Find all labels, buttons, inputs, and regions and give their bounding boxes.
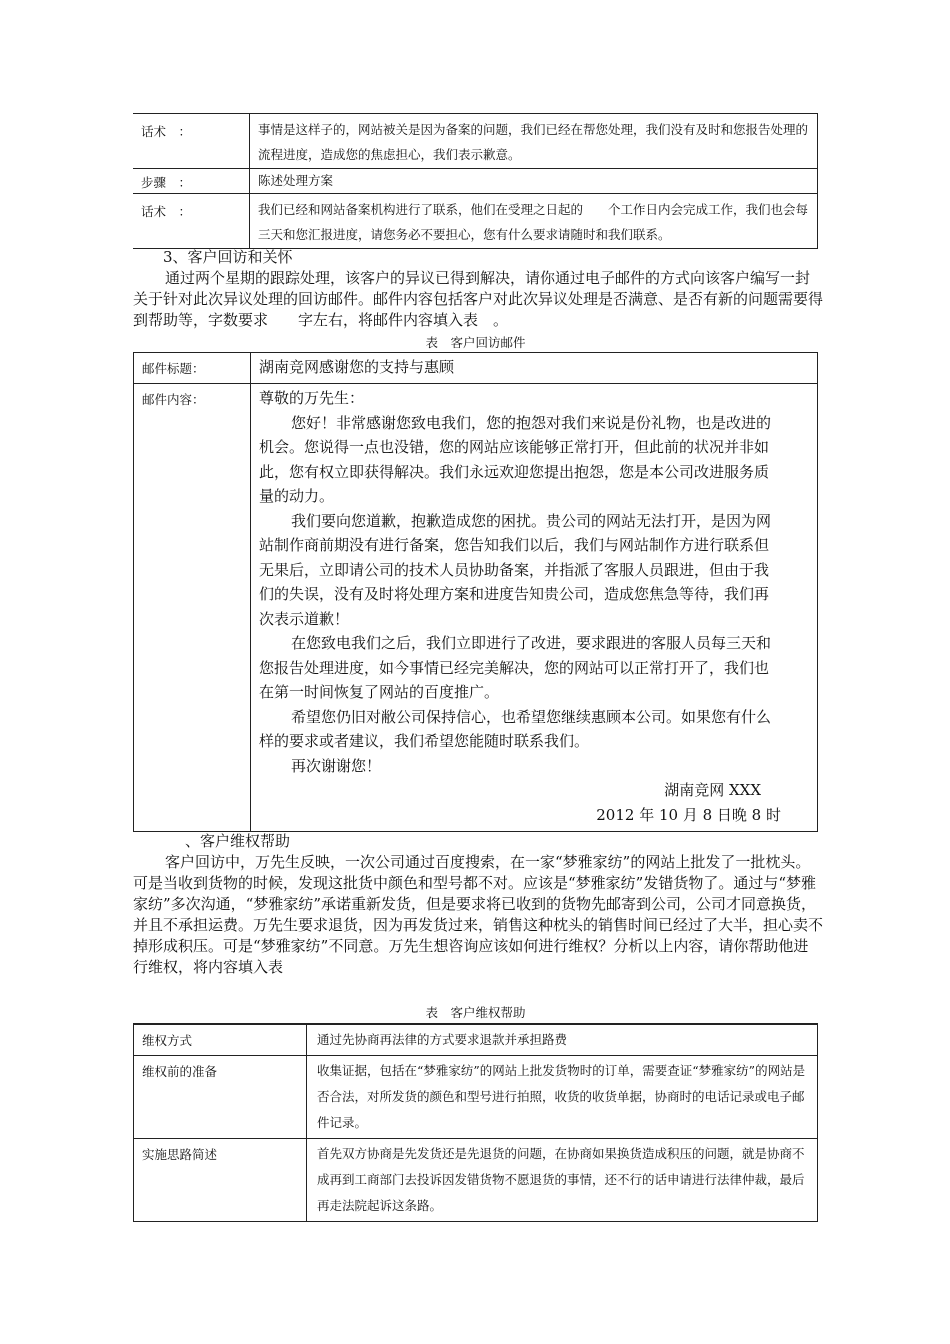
- table-row: [133, 114, 818, 169]
- email-paragraph: 在您致电我们之后，我们立即进行了改进，要求跟进的客服人员每三天和您报告处理进度，如今事情已经完美解决，您的网站可以正常打开了，我们也在第一时间恢复了网站的百度推广。: [259, 634, 772, 701]
- subject-label: 邮件标题：: [134, 353, 251, 384]
- table-row: [133, 194, 818, 249]
- content-label: 邮件内容：: [134, 384, 251, 832]
- rights-help-table: [133, 1023, 818, 1222]
- section-paragraph: 客户回访中，万先生反映，一次公司通过百度搜索，在一家“梦雅家纺”的网站上批发了一批枕头。可是当收到货物的时候，发现这批货中颜色和型号都不对。应该是“梦雅家纺”发错货物了。通过与“梦雅家纺”多次沟通，“梦雅家纺”承诺重新发货，但是要求将已收到的货物先邮寄到公司，公司才同意换货，并且不承担运费。万先生要求退货，因为再发货过来，销售这种枕头的销售时间已经过了大半，担心卖不掉形成积压。可是“梦雅家纺”不同意。万先生想咨询应该如何进行维权？分析以上内容，请你帮助他进行维权，将内容填入表: [133, 853, 824, 976]
- row-label: 实施思路简述: [134, 1139, 307, 1222]
- email-signature: 湖南竞网 XXX: [664, 781, 761, 799]
- row-label: 话术 ：: [133, 194, 250, 249]
- row-value: 我们已经和网站备案机构进行了联系，他们在受理之日起的 个工作日内会完成工作，我们也会每三天和您汇报进度，请您务必不要担心，您有什么要求请随时和我们联系。: [250, 194, 818, 249]
- row-label: 维权方式: [134, 1024, 307, 1056]
- row-label: 维权前的准备: [134, 1056, 307, 1139]
- row-value: 首先双方协商是先发货还是先退货的问题，在协商如果换货造成积压的问题，就是协商不成再到工商部门去投诉因发错货物不愿退货的事情，还不行的话申请进行法律仲裁，最后再走法院起诉这条路。: [307, 1139, 818, 1222]
- table-row: [134, 1056, 818, 1139]
- row-value: 收集证据，包括在“梦雅家纺”的网站上批发货物时的订单，需要查证“梦雅家纺”的网站是否合法，对所发货的颜色和型号进行拍照，收货的收货单据，协商时的电话记录或电子邮件记录。: [307, 1056, 818, 1139]
- email-paragraph: 希望您仍旧对敝公司保持信心，也希望您继续惠顾本公司。如果您有什么样的要求或者建议，我们希望您能随时联系我们。: [259, 707, 772, 750]
- table-row: [134, 384, 818, 832]
- section-heading: 3、客户回访和关怀: [163, 248, 293, 266]
- email-date: 2012 年 10 月 8 日晚 8 时: [596, 805, 781, 824]
- row-label: 话术 ：: [133, 114, 250, 169]
- row-label: 步骤 ：: [133, 169, 250, 194]
- table-row: [134, 353, 818, 384]
- row-value: 陈述处理方案: [250, 169, 818, 194]
- dialogue-steps-table: [133, 113, 818, 249]
- email-paragraph: 您好！非常感谢您致电我们，您的抱怨对我们来说是份礼物，也是改进的机会。您说得一点也没错，您的网站应该能够正常打开，但此前的状况并非如此，您有权立即获得解决。我们永远欢迎您提出抱怨，您是本公司改进服务质量的动力。: [259, 413, 772, 505]
- table-caption: 表 客户维权帮助: [425, 1005, 526, 1020]
- email-paragraph: 我们要向您道歉，抱歉造成您的困扰。贵公司的网站无法打开，是因为网站制作商前期没有进行备案，您告知我们以后，我们与网站制作方进行联系但无果后，立即请公司的技术人员协助备案，并指派了客服人员跟进，但由于我们的失误，没有及时将处理方案和进度告知贵公司，造成您焦急等待，我们再次表示道歉！: [259, 511, 772, 628]
- table-row: [134, 1139, 818, 1222]
- table-row: [134, 1024, 818, 1056]
- table-caption: 表 客户回访邮件: [425, 335, 526, 350]
- email-greeting: 尊敬的万先生：: [259, 389, 365, 407]
- email-paragraph: 再次谢谢您！: [291, 756, 382, 775]
- section-paragraph: 通过两个星期的跟踪处理，该客户的异议已得到解决，请你通过电子邮件的方式向该客户编写一封关于针对此次异议处理的回访邮件。邮件内容包括客户对此次异议处理是否满意、是否有新的问题需要得到帮助等，字数要求 字左右，将邮件内容填入表 。: [133, 269, 824, 329]
- email-table: [133, 352, 818, 832]
- section-heading: 、客户维权帮助: [185, 832, 291, 850]
- table-row: [133, 169, 818, 194]
- row-value: 事情是这样子的，网站被关是因为备案的问题，我们已经在帮您处理，我们没有及时和您报告处理的流程进度，造成您的焦虑担心，我们表示歉意。: [250, 114, 818, 169]
- email-body: [251, 384, 818, 832]
- row-value: 通过先协商再法律的方式要求退款并承担路费: [307, 1024, 818, 1056]
- email-subject: 湖南竞网感谢您的支持与惠顾: [251, 353, 818, 384]
